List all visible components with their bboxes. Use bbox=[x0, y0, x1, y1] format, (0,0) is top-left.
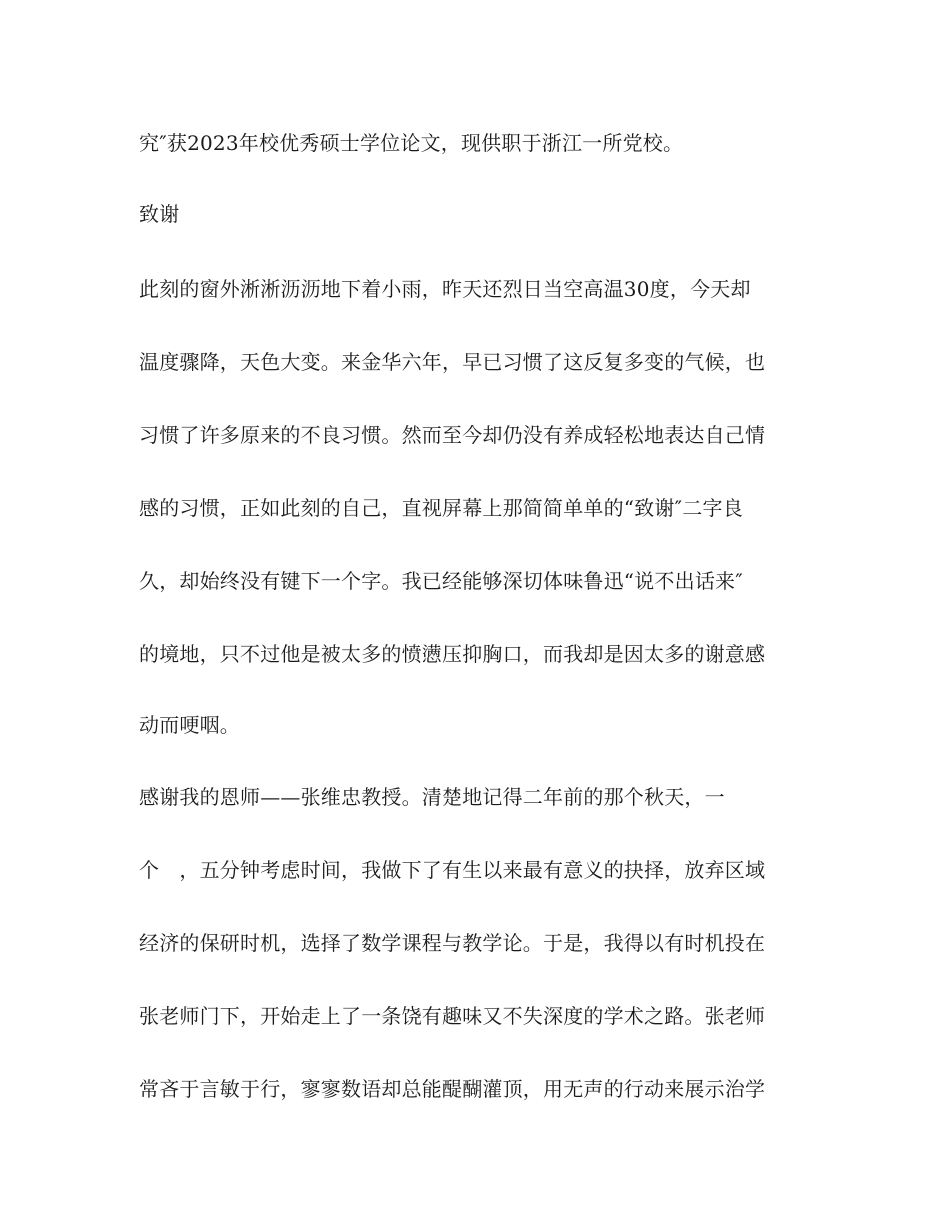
text-line: 感的习惯，正如此刻的自己，直视屏幕上那简简单单的“致谢″二字良 bbox=[139, 496, 743, 520]
text-line: 经济的保研时机，选择了数学课程与教学论。于是，我得以有时机投在 bbox=[139, 931, 766, 955]
text-line: 常吝于言敏于行，寥寥数语却总能醍醐灌顶，用无声的行动来展示治学 bbox=[139, 1077, 766, 1101]
text-line: 究″获2023年校优秀硕士学位论文，现供职于浙江一所党校。 bbox=[139, 131, 684, 155]
text-line: 的境地，只不过他是被太多的愤懑压抑胸口，而我却是因太多的谢意感 bbox=[139, 642, 766, 666]
text-line: 此刻的窗外淅淅沥沥地下着小雨，昨天还烈日当空高温30度，今天却 bbox=[139, 277, 751, 301]
text-line: 习惯了许多原来的不良习惯。然而至今却仍没有养成轻松地表达自己情 bbox=[139, 423, 766, 447]
text-line: 动而哽咽。 bbox=[139, 713, 240, 737]
text-line: 个 ，五分钟考虑时间，我做下了有生以来最有意义的抉择，放弃区域 bbox=[139, 858, 766, 882]
text-line: 张老师门下，开始走上了一条饶有趣味又不失深度的学术之路。张老师 bbox=[139, 1004, 766, 1028]
text-line: 感谢我的恩师——张维忠教授。清楚地记得二年前的那个秋天，一 bbox=[139, 785, 725, 809]
text-line: 久，却始终没有键下一个字。我已经能够深切体味鲁迅“说不出话来″ bbox=[139, 569, 743, 593]
section-heading: 致谢 bbox=[139, 202, 180, 226]
text-line: 温度骤降，天色大变。来金华六年，早已习惯了这反复多变的气候，也 bbox=[139, 350, 766, 374]
